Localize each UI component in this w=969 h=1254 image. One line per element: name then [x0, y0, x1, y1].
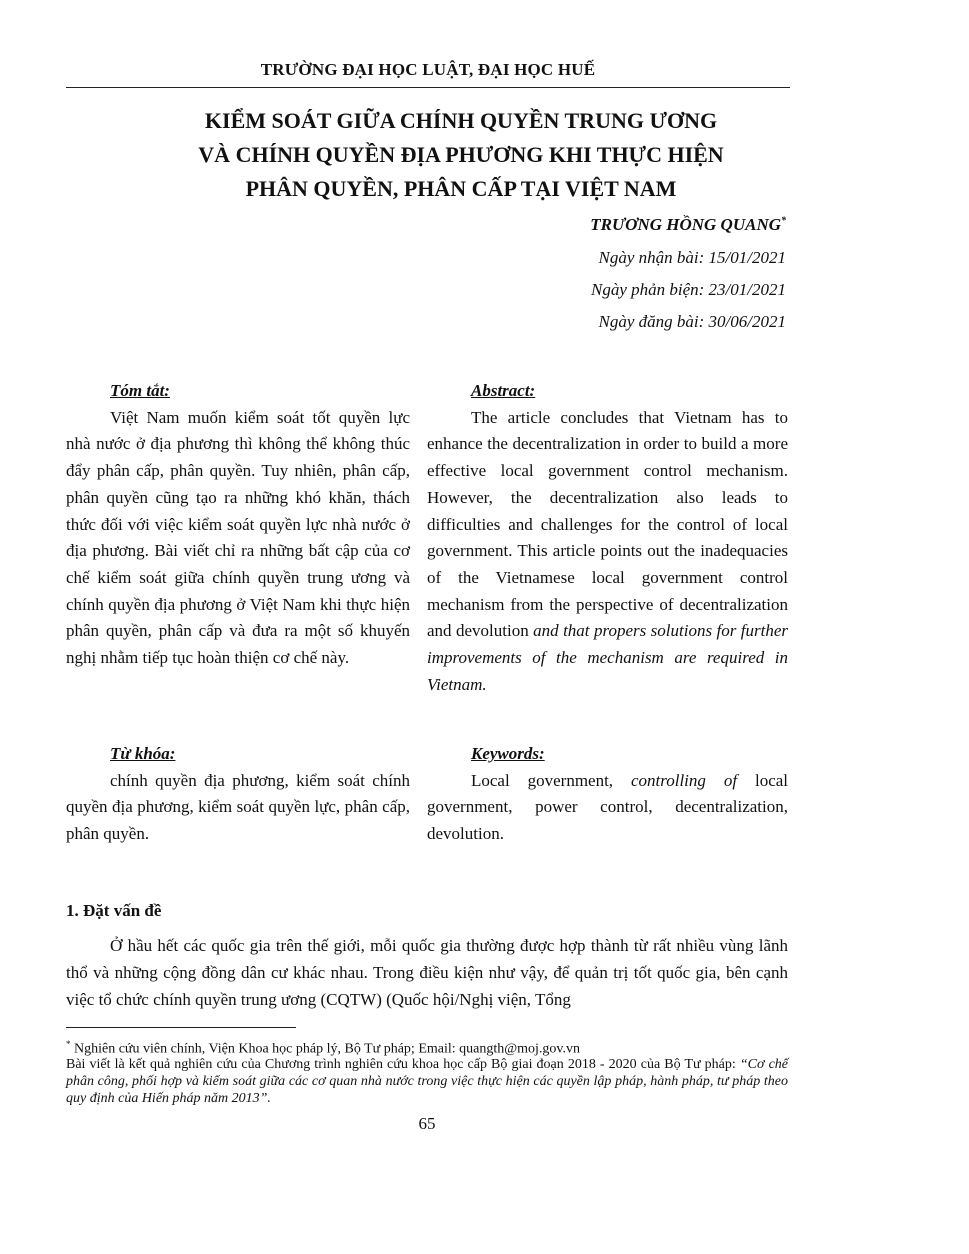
keywords-en-paragraph — [427, 768, 788, 848]
abstract-vi-heading: Tóm tắt: — [110, 381, 170, 400]
article-title — [66, 104, 856, 206]
title-line-2: VÀ CHÍNH QUYỀN ĐỊA PHƯƠNG KHI THỰC HIỆN — [198, 142, 724, 167]
footnote-1 — [66, 1036, 788, 1058]
published-date: Ngày đăng bài: 30/06/2021 — [598, 312, 786, 331]
section-paragraph: Ở hầu hết các quốc gia trên thế giới, mỗi quốc gia thường được hợp thành từ rất nhiều vùng lãnh thổ và những cộng đồng dân cư khác nhau. Trong điều kiện như vậy, để quản trị tốt quốc gia, bên cạnh việc tổ chức chính quyền trung ương (CQTW) (Quốc hội/Nghị viện, Tổng — [66, 936, 788, 1009]
footnote-2-text: Bài viết là kết quả nghiên cứu của Chương trình nghiên cứu khoa học cấp Bộ giai đoạn 2018 - 2020 của Bộ Tư pháp: — [66, 1057, 740, 1072]
abstract-vi — [66, 378, 410, 672]
journal-header: TRƯỜNG ĐẠI HỌC LUẬT, ĐẠI HỌC HUẾ — [260, 60, 596, 79]
keywords-vi-text: chính quyền địa phương, kiểm soát chính quyền địa phương, kiểm soát quyền lực, phân cấp, phân quyền. — [66, 770, 410, 844]
footnote-2-italic: “Cơ chế phân công, phối hợp và kiểm soát giữa các cơ quan nhà nước trong việc thực hiện các quyền lập pháp, hành pháp, tư pháp theo quy định của Hiến pháp năm 2013”. — [66, 1057, 789, 1106]
author-name-text: TRƯƠNG HỒNG QUANG — [590, 215, 781, 234]
keywords-en-text-a: Local government, — [471, 770, 614, 790]
abstract-vi-text: Việt Nam muốn kiểm soát tốt quyền lực nhà nước ở địa phương thì không thể không thúc đẩy phân cấp, phân quyền. Tuy nhiên, phân cấp, phân quyền cũng tạo ra những khó khăn, thách thức đối với việc kiểm soát quyền lực nhà nước ở địa phương. Bài viết chỉ ra những bất cập của cơ chế kiểm soát giữa chính quyền trung ương và chính quyền địa phương ở Việt Nam khi thực hiện phân quyền, phân cấp và đưa ra một số khuyến nghị nhằm tiếp tục hoàn thiện cơ chế này. — [66, 407, 410, 668]
header-divider — [66, 87, 790, 88]
keywords-vi-heading: Từ khóa: — [110, 744, 176, 763]
abstract-en-text-italic: and that propers solutions for further improvements of the mechanism are required in Vietnam. — [427, 621, 788, 694]
footnote-1-mark: * — [66, 1039, 71, 1049]
author-footnote-mark: * — [781, 215, 786, 227]
abstract-en — [427, 378, 788, 698]
author-name — [590, 215, 786, 235]
keywords-en-text-b: controlling of — [630, 770, 738, 790]
abstract-en-text: The article concludes that Vietnam has to enhance the decentralization in order to build a more effective local government control mechanism. However, the decentralization also leads to difficulties and challenges for the control of local government. This article points out the inadequacies of the Vietnamese local government control mechanism from the perspective of decentralization and devolution — [427, 407, 788, 641]
abstract-en-paragraph — [427, 405, 788, 699]
title-line-1: KIỂM SOÁT GIỮA CHÍNH QUYỀN TRUNG ƯƠNG — [204, 108, 718, 133]
footnote-1-text: Nghiên cứu viên chính, Viện Khoa học pháp lý, Bộ Tư pháp; Email: quangth@moj.gov.vn — [70, 1041, 581, 1057]
footnote-divider — [66, 1027, 296, 1028]
keywords-en — [427, 741, 788, 848]
received-date: Ngày nhận bài: 15/01/2021 — [598, 248, 786, 267]
footnote-2 — [66, 1056, 788, 1107]
section-heading: 1. Đặt vấn đề — [66, 901, 162, 920]
keywords-vi — [66, 741, 410, 848]
keywords-en-text-c: local government, power control, decentralization, devolution. — [427, 770, 789, 844]
keywords-en-heading: Keywords: — [471, 744, 545, 763]
reviewed-date: Ngày phản biện: 23/01/2021 — [590, 280, 786, 299]
title-line-3: PHÂN QUYỀN, PHÂN CẤP TẠI VIỆT NAM — [245, 176, 677, 201]
abstract-en-heading: Abstract: — [471, 381, 536, 400]
page-number: 65 — [418, 1114, 436, 1133]
